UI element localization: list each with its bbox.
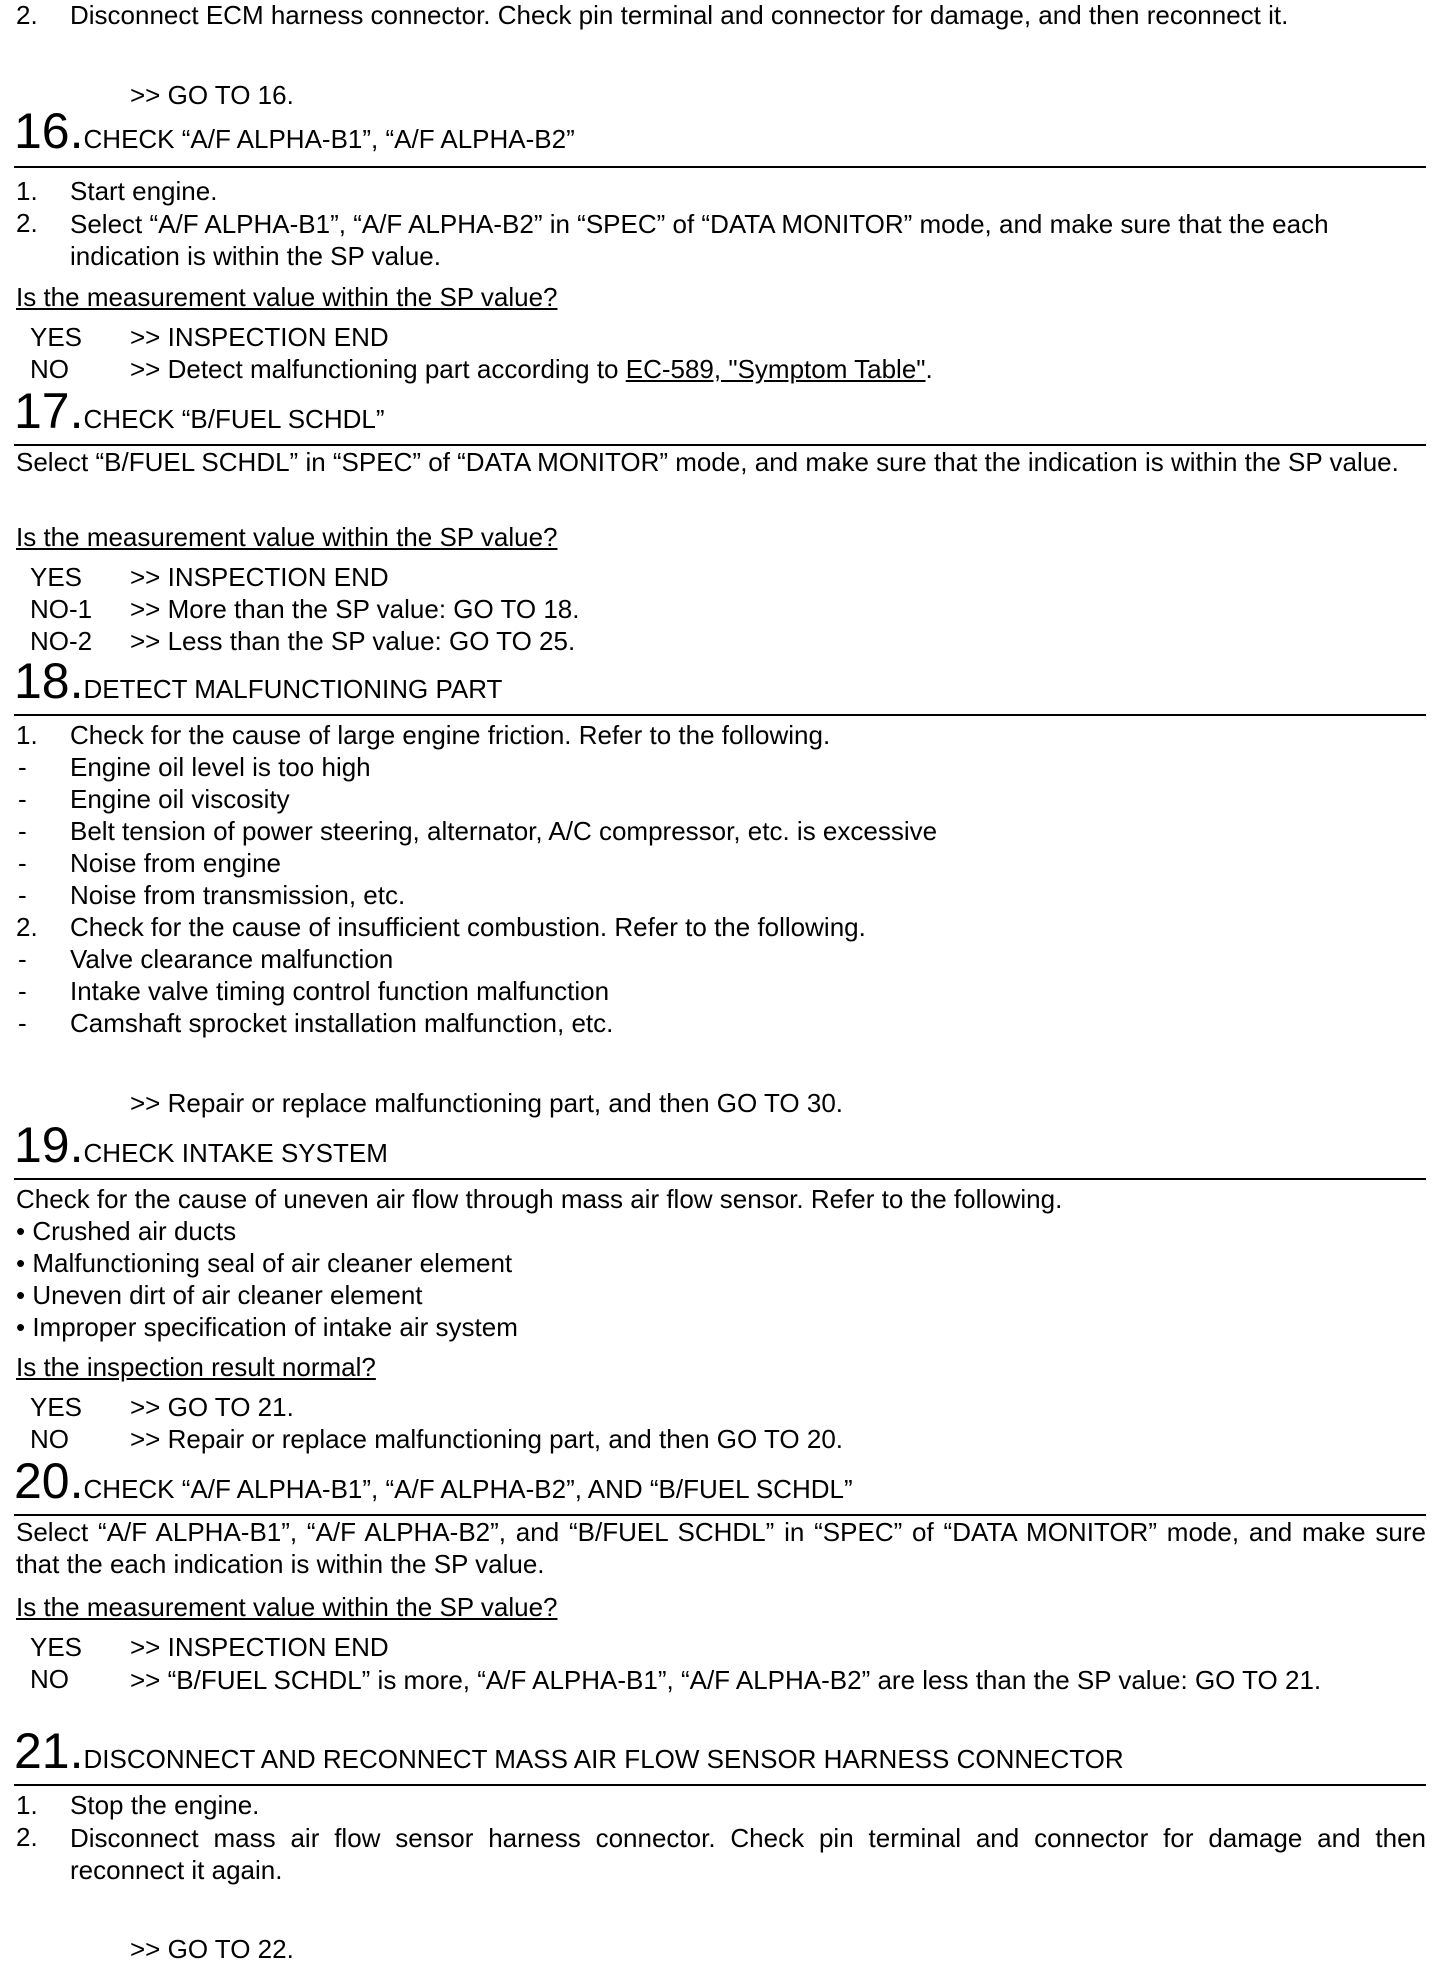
- step-19-heading: [14, 1117, 388, 1173]
- yes-text: >> INSPECTION END: [130, 322, 389, 352]
- list-text: Stop the engine.: [70, 1790, 260, 1820]
- question: Is the measurement value within the SP value?: [16, 522, 558, 552]
- yes-label: YES: [30, 562, 83, 592]
- list-text: Disconnect ECM harness connector. Check pin terminal and connector for damage, and then reconnect it.: [70, 0, 1289, 30]
- yes-text: >> INSPECTION END: [130, 1632, 389, 1662]
- dash: -: [18, 976, 27, 1006]
- no-label: NO: [30, 354, 69, 384]
- list-number: 2.: [16, 1822, 38, 1852]
- dash-text: Engine oil level is too high: [70, 752, 371, 782]
- step-number: 20.: [14, 1453, 84, 1509]
- list-number: 2.: [16, 0, 38, 30]
- list-text: Check for the cause of insufficient combustion. Refer to the following.: [70, 912, 866, 942]
- step-20-heading: [14, 1453, 853, 1509]
- dash-text: Intake valve timing control function malfunction: [70, 976, 610, 1006]
- no-text-end: .: [925, 354, 933, 384]
- dash: -: [18, 816, 27, 846]
- no-text: >> “B/FUEL SCHDL” is more, “A/F ALPHA-B1”, “A/F ALPHA-B2” are less than the SP value: GO TO 21.: [130, 1665, 1322, 1695]
- yes-text: >> INSPECTION END: [130, 562, 389, 592]
- no1-text: >> More than the SP value: GO TO 18.: [130, 594, 580, 624]
- no-label: NO: [30, 1664, 69, 1694]
- no-text: >> Detect malfunctioning part according to: [130, 354, 626, 384]
- yes-label: YES: [30, 1632, 83, 1662]
- step-21-heading: [14, 1723, 1124, 1779]
- step-body: Select “A/F ALPHA-B1”, “A/F ALPHA-B2”, and “B/FUEL SCHDL” in “SPEC” of “DATA MONITOR” mode, and make sure that the each indication is within the SP value.: [16, 1517, 1426, 1579]
- list-text: Select “A/F ALPHA-B1”, “A/F ALPHA-B2” in “SPEC” of “DATA MONITOR” mode, and make sure that the each indication is within the SP value.: [70, 209, 1329, 271]
- step-title: CHECK “A/F ALPHA-B1”, “A/F ALPHA-B2”, AND “B/FUEL SCHDL”: [83, 1474, 853, 1504]
- question: Is the measurement value within the SP value?: [16, 1592, 558, 1622]
- bullet-item: • Uneven dirt of air cleaner element: [16, 1280, 423, 1310]
- dash: -: [18, 784, 27, 814]
- step-number: 17.: [14, 383, 84, 439]
- yes-label: YES: [30, 322, 83, 352]
- list-text: Check for the cause of large engine friction. Refer to the following.: [70, 720, 831, 750]
- step-17-heading: [14, 383, 385, 439]
- dash: -: [18, 752, 27, 782]
- dash: -: [18, 848, 27, 878]
- result-text: >> Repair or replace malfunctioning part, and then GO TO 30.: [130, 1088, 844, 1118]
- step-number: 18.: [14, 653, 84, 709]
- dash-text: Belt tension of power steering, alternator, A/C compressor, etc. is excessive: [70, 816, 938, 846]
- step-18-heading: [14, 653, 503, 709]
- step-number: 19.: [14, 1117, 84, 1173]
- dash-text: Valve clearance malfunction: [70, 944, 394, 974]
- list-number: 1.: [16, 1790, 38, 1820]
- step-number: 16.: [14, 103, 84, 159]
- list-number: 1.: [16, 176, 38, 206]
- list-number: 1.: [16, 720, 38, 750]
- bullet-item: • Improper specification of intake air system: [16, 1312, 518, 1342]
- divider: [14, 166, 1426, 168]
- step-16-heading: [14, 103, 575, 159]
- yes-text: >> GO TO 21.: [130, 1392, 294, 1422]
- divider: [14, 1178, 1426, 1180]
- no2-label: NO-2: [30, 626, 93, 656]
- list-text: Start engine.: [70, 176, 218, 206]
- bullet-item: • Crushed air ducts: [16, 1216, 237, 1246]
- goto-22: >> GO TO 22.: [130, 1934, 294, 1964]
- no2-text: >> Less than the SP value: GO TO 25.: [130, 626, 576, 656]
- divider: [14, 714, 1426, 716]
- step-title: CHECK INTAKE SYSTEM: [83, 1138, 388, 1168]
- no-text: >> Repair or replace malfunctioning part, and then GO TO 20.: [130, 1424, 844, 1454]
- dash-text: Camshaft sprocket installation malfunction, etc.: [70, 1008, 614, 1038]
- dash-text: Noise from transmission, etc.: [70, 880, 406, 910]
- yes-label: YES: [30, 1392, 83, 1422]
- step-number: 21.: [14, 1723, 84, 1779]
- list-number: 2.: [16, 208, 38, 238]
- goto-16: >> GO TO 16.: [130, 80, 294, 110]
- list-number: 2.: [16, 912, 38, 942]
- step-title: DETECT MALFUNCTIONING PART: [83, 674, 503, 704]
- no-answer: [130, 354, 933, 384]
- bullet-item: • Malfunctioning seal of air cleaner element: [16, 1248, 513, 1278]
- step-body: Select “B/FUEL SCHDL” in “SPEC” of “DATA MONITOR” mode, and make sure that the indication is within the SP value.: [16, 447, 1399, 477]
- step-title: DISCONNECT AND RECONNECT MASS AIR FLOW SENSOR HARNESS CONNECTOR: [83, 1744, 1124, 1774]
- step-title: CHECK “A/F ALPHA-B1”, “A/F ALPHA-B2”: [83, 124, 575, 154]
- no1-label: NO-1: [30, 594, 93, 624]
- dash: -: [18, 944, 27, 974]
- question: Is the measurement value within the SP value?: [16, 282, 558, 312]
- dash-text: Engine oil viscosity: [70, 784, 290, 814]
- dash-text: Noise from engine: [70, 848, 281, 878]
- symptom-table-link[interactable]: EC-589, "Symptom Table": [625, 354, 926, 384]
- divider: [14, 1784, 1426, 1786]
- question: Is the inspection result normal?: [16, 1352, 376, 1382]
- no-label: NO: [30, 1424, 69, 1454]
- dash: -: [18, 1008, 27, 1038]
- list-text: Disconnect mass air flow sensor harness connector. Check pin terminal and connector for damage and then reconnect it again.: [70, 1823, 1426, 1885]
- step-title: CHECK “B/FUEL SCHDL”: [83, 404, 385, 434]
- dash: -: [18, 880, 27, 910]
- step-body: Check for the cause of uneven air flow through mass air flow sensor. Refer to the following.: [16, 1184, 1063, 1214]
